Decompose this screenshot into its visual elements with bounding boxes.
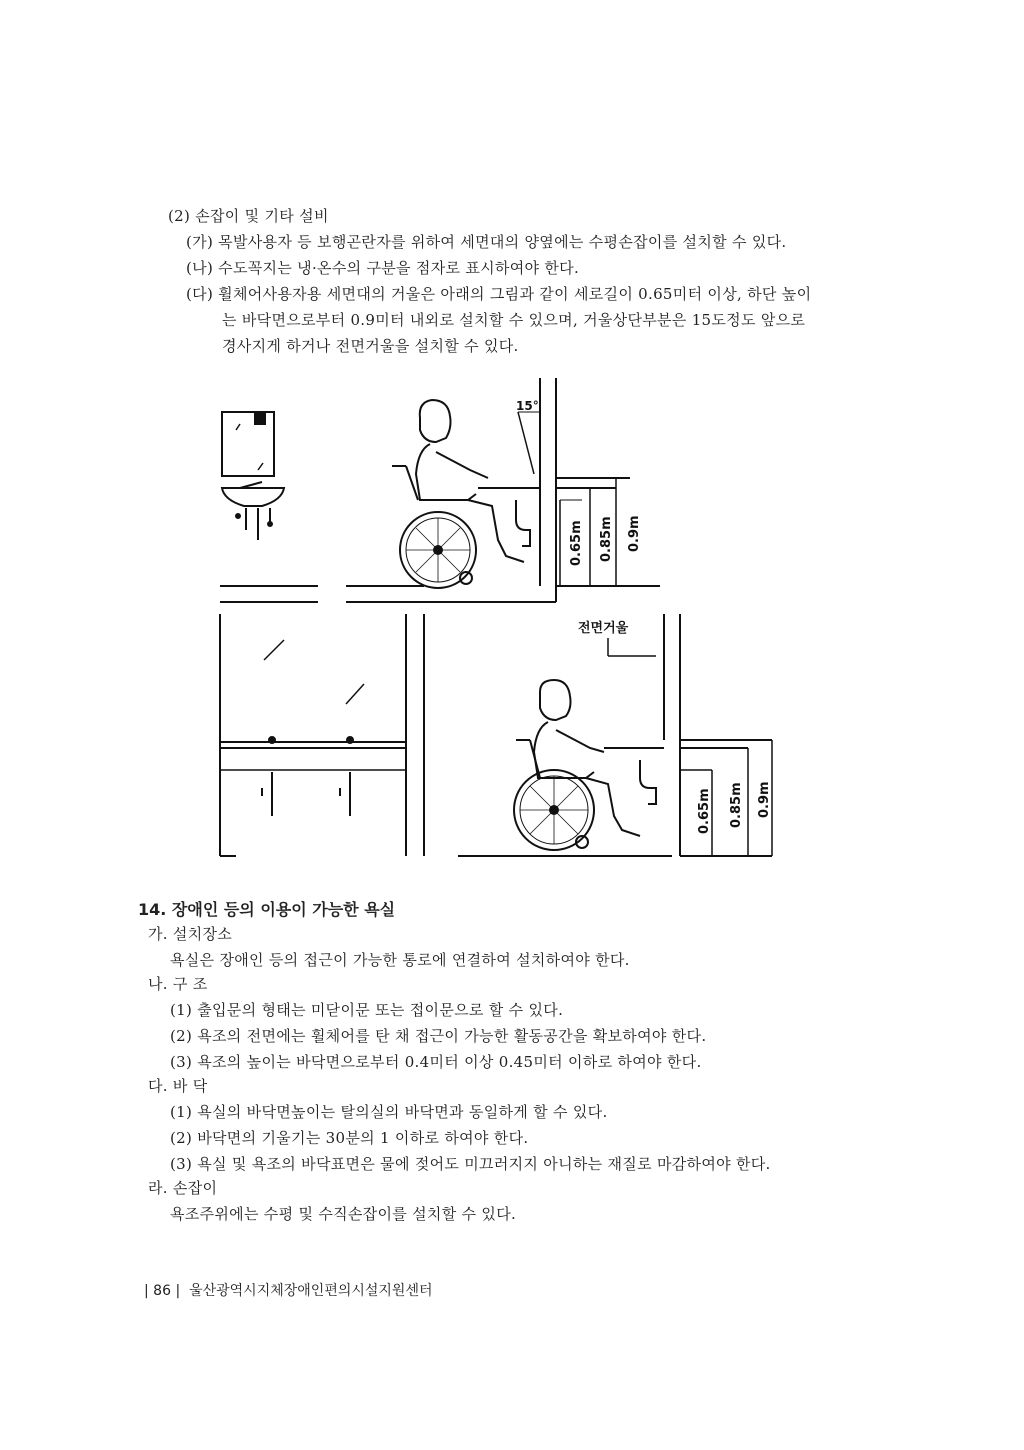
item-na: (나) 수도꼭지는 냉·온수의 구분을 점자로 표시하여야 한다. — [186, 259, 580, 277]
section-14-heading: 14. 장애인 등의 이용이 가능한 욕실 — [138, 900, 396, 919]
page-number: 86 — [153, 1283, 171, 1299]
footer-organization: 울산광역시지체장애인편의시설지원센터 — [189, 1283, 433, 1299]
footer-bar-right: | — [171, 1283, 190, 1299]
da-item-3: (3) 욕실 및 욕조의 바닥표면은 물에 젖어도 미끄러지지 아니하는 재질로 마감하여야 한다. — [170, 1155, 771, 1173]
item-da: (다) 휠체어사용자용 세면대의 거울은 아래의 그림과 같이 세로길이 0.65미터 이상, 하단 높이 — [186, 285, 812, 303]
page-footer — [144, 1282, 433, 1300]
dim-upper-085: 0.85m — [599, 516, 614, 562]
front-mirror-label: 전면거울 — [578, 621, 629, 636]
da-title: 다. 바 닥 — [148, 1077, 208, 1095]
na-title: 나. 구 조 — [148, 975, 208, 993]
ra-title: 라. 손잡이 — [148, 1179, 218, 1197]
ga-text: 욕실은 장애인 등의 접근이 가능한 통로에 연결하여 설치하여야 한다. — [170, 951, 630, 969]
footer-bar-left: | — [144, 1283, 154, 1299]
na-item-3: (3) 욕조의 높이는 바닥면으로부터 0.4미터 이상 0.45미터 이하로 하여야 한다. — [170, 1053, 702, 1071]
wheelchair-user-upper-drawing — [392, 400, 524, 588]
ra-text: 욕조주위에는 수평 및 수직손잡이를 설치할 수 있다. — [170, 1205, 517, 1223]
ga-title: 가. 설치장소 — [148, 925, 233, 943]
na-item-1: (1) 출입문의 형태는 미닫이문 또는 접이문으로 할 수 있다. — [170, 1001, 564, 1019]
da-item-1: (1) 욕실의 바닥면높이는 탈의실의 바닥면과 동일하게 할 수 있다. — [170, 1103, 608, 1121]
basin-elevation-drawing — [222, 412, 284, 540]
dim-upper-065: 0.65m — [569, 520, 584, 566]
wheelchair-user-lower-drawing — [514, 680, 640, 850]
item-da-cont-2: 경사지게 하거나 전면거울을 설치할 수 있다. — [222, 337, 519, 355]
angle-label: 15° — [516, 399, 539, 413]
na-item-2: (2) 욕조의 전면에는 휠체어를 탄 채 접근이 가능한 활동공간을 확보하여야 한다. — [170, 1027, 707, 1045]
item-ga: (가) 목발사용자 등 보행곤란자를 위하여 세면대의 양옆에는 수평손잡이를 설치할 수 있다. — [186, 233, 787, 251]
dim-lower-085: 0.85m — [729, 782, 744, 828]
section-2-title: (2) 손잡이 및 기타 설비 — [168, 207, 329, 225]
dim-lower-065: 0.65m — [697, 788, 712, 834]
item-da-cont-1: 는 바닥면으로부터 0.9미터 내외로 설치할 수 있으며, 거울상단부분은 15도정도 앞으로 — [222, 311, 806, 329]
da-item-2: (2) 바닥면의 기울기는 30분의 1 이하로 하여야 한다. — [170, 1129, 529, 1147]
dim-lower-09: 0.9m — [757, 781, 772, 818]
dim-upper-09: 0.9m — [627, 515, 642, 552]
